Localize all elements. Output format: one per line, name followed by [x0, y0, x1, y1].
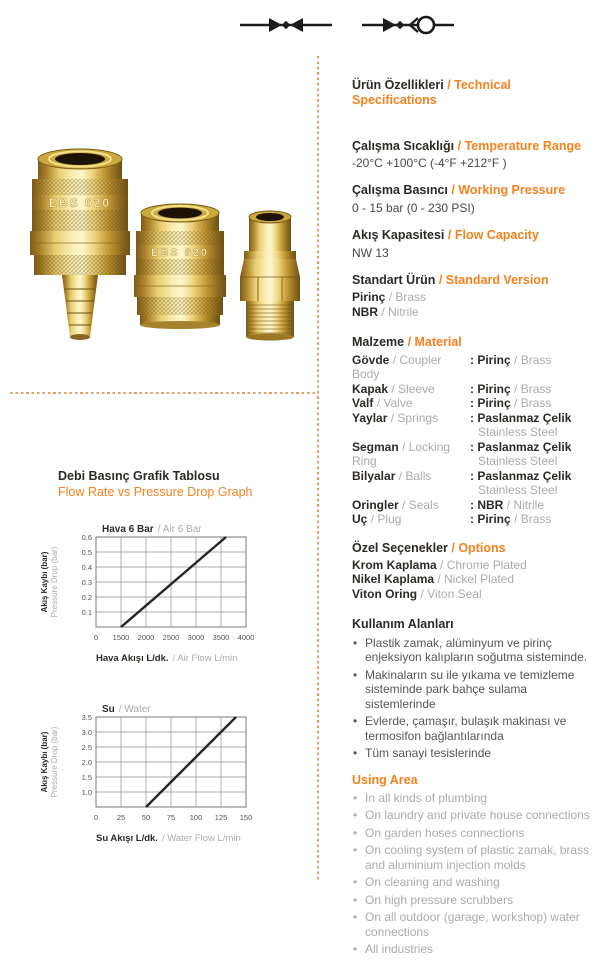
- temperature-value: -20°C +100°C (-4°F +212°F ): [352, 155, 507, 170]
- usage-areas-section: [352, 617, 592, 760]
- x-tick-labels: [94, 813, 252, 822]
- using-area-item: • In all kinds of plumbing: [352, 791, 592, 806]
- svg-text:0.6: 0.6: [81, 533, 92, 542]
- male-plug: [240, 211, 300, 341]
- material-row: Oringler / Seals : NBR / Nitrile: [352, 498, 592, 513]
- material-row: Kapak / Sleeve : Pirinç / Brass: [352, 382, 592, 397]
- y-axis-label-tr: Akış Kaybı (bar): [40, 731, 49, 793]
- svg-text:0.3: 0.3: [81, 578, 92, 587]
- spec-working-pressure: Çalışma Basıncı / Working Pressure 0 - 15 bar (0 - 230 PSI): [352, 183, 592, 215]
- usage-areas-title: Kullanım Alanları: [352, 617, 454, 632]
- page-title: Ürün Özellikleri / Technical Specifications: [352, 78, 511, 108]
- svg-text:75: 75: [166, 813, 176, 822]
- using-area-item: • All industries: [352, 942, 592, 957]
- engraving-text: EBS 620: [48, 196, 112, 210]
- engraving-text: EBS 620: [150, 247, 210, 259]
- svg-text:3500: 3500: [212, 633, 230, 642]
- usage-item: • Plastik zamak, alüminyum ve pirinç enjeksiyon kalıpların soğutma sisteminde.: [352, 636, 592, 665]
- graph-heading-tr: Debi Basınç Grafik Tablosu: [58, 469, 220, 483]
- using-area-item: • On cooling system of plastic zamak, brass and aluminium injection molds: [352, 843, 592, 872]
- water-flow-chart: [36, 699, 268, 851]
- svg-text:0: 0: [93, 633, 99, 642]
- graph-heading-en: Flow Rate vs Pressure Drop Graph: [58, 485, 253, 499]
- svg-text:3.5: 3.5: [81, 713, 92, 722]
- coupler: [134, 204, 226, 329]
- svg-text:1.5: 1.5: [81, 773, 92, 782]
- using-area-item: • On cleaning and washing: [352, 875, 592, 890]
- svg-text:2.0: 2.0: [81, 758, 92, 767]
- option-row: Viton Oring / Viton Seal: [352, 586, 482, 601]
- svg-text:3000: 3000: [187, 633, 205, 642]
- material-row: Uç / Plug : Pirinç / Brass: [352, 512, 592, 527]
- svg-text:4000: 4000: [237, 633, 255, 642]
- svg-text:3.0: 3.0: [81, 728, 92, 737]
- plot-area: [96, 537, 246, 627]
- svg-text:125: 125: [214, 813, 228, 822]
- material-row: Segman / Locking Ring : Paslanmaz Çelik Stainless Steel: [352, 440, 592, 469]
- usage-item: • Makinaların su ile yıkama ve temizleme sisteminde park bahçe sulama sistemlerinde: [352, 668, 592, 712]
- air-flow-chart: [36, 519, 268, 671]
- svg-text:1500: 1500: [112, 633, 130, 642]
- y-axis-label-tr: Akış Kaybı (bar): [40, 551, 49, 613]
- spec-temperature-range: Çalışma Sıcaklığı / Temperature Range -20°C +100°C (-4°F +212°F ): [352, 139, 592, 171]
- svg-text:0.5: 0.5: [81, 548, 92, 557]
- product-photo: [8, 133, 313, 348]
- usage-item: • Evlerde, çamaşır, bulaşık makinası ve termosifon bağlantılarında: [352, 714, 592, 743]
- options-section: Özel Seçenekler / Options Krom Kaplama / Chrome Plated Nikel Kaplama / Nickel Plated Viton Oring / Viton Seal: [352, 541, 592, 602]
- chart-title: Hava 6 Bar / Air 6 Bar: [102, 524, 202, 535]
- svg-text:50: 50: [141, 813, 151, 822]
- x-axis-label: Hava Akışı L/dk. / Air Flow L/min: [96, 653, 238, 664]
- coupler-with-barb: [30, 149, 130, 340]
- material-row: Valf / Valve : Pirinç / Brass: [352, 396, 592, 411]
- svg-text:25: 25: [116, 813, 126, 822]
- spec-flow-capacity: Akış Kapasitesi / Flow Capacity NW 13: [352, 228, 592, 260]
- svg-text:150: 150: [239, 813, 253, 822]
- using-area-title: Using Area: [352, 772, 418, 787]
- y-axis-label-en: Pressure Drop (bar): [50, 726, 59, 798]
- usage-item: • Tüm sanayi tesislerinde: [352, 746, 592, 761]
- svg-text:2500: 2500: [162, 633, 180, 642]
- svg-text:2.5: 2.5: [81, 743, 92, 752]
- spec-column: [352, 78, 592, 960]
- coupler-symbol-icon: [238, 12, 334, 38]
- using-area-item: • On high pressure scrubbers: [352, 893, 592, 908]
- y-tick-labels: [82, 533, 92, 617]
- svg-text:0.4: 0.4: [81, 563, 92, 572]
- using-area-item: • On laundry and private house connections: [352, 808, 592, 823]
- horizontal-divider: [10, 392, 317, 394]
- using-area-item: • On garden hoses connections: [352, 826, 592, 841]
- svg-text:0.2: 0.2: [81, 593, 92, 602]
- option-row: Krom Kaplama / Chrome Plated: [352, 557, 527, 572]
- flow-capacity-value: NW 13: [352, 245, 389, 260]
- svg-text:2000: 2000: [137, 633, 155, 642]
- svg-text:100: 100: [189, 813, 203, 822]
- using-area-section: [352, 773, 592, 957]
- material-table: Malzeme / Material Gövde / Coupler Body : Pirinç / Brass Kapak / Sleeve : Pirinç / Brass Valf / Valve : Pirinç / Brass Yaylar / Springs : Paslanmaz Çelik Stainless Steel Segman / Locking Ring : Paslanmaz Çelik Stainless Steel Bilyalar / Balls : Paslanmaz Çelik Stainless Steel Oringler / Seals : NBR / Nitrile Uç / Plug : Pirinç / Brass: [352, 335, 592, 526]
- svg-text:0.1: 0.1: [81, 608, 92, 617]
- chart-title: Su / Water: [102, 704, 151, 715]
- x-axis-label: Su Akışı L/dk. / Water Flow L/min: [96, 833, 241, 844]
- graph-heading: [58, 468, 253, 500]
- x-tick-labels: [94, 633, 254, 642]
- material-row: Yaylar / Springs : Paslanmaz Çelik Stainless Steel: [352, 411, 592, 440]
- plug-symbol-icon: [360, 12, 456, 38]
- plot-area: [96, 717, 246, 807]
- material-row: Gövde / Coupler Body : Pirinç / Brass: [352, 353, 592, 382]
- y-tick-labels: [82, 713, 92, 797]
- material-row: Bilyalar / Balls : Paslanmaz Çelik Stainless Steel: [352, 469, 592, 498]
- svg-text:0: 0: [93, 813, 99, 822]
- svg-text:1.0: 1.0: [81, 788, 92, 797]
- gridlines: [96, 537, 246, 627]
- option-row: Nikel Kaplama / Nickel Plated: [352, 572, 515, 587]
- using-area-item: • On all outdoor (garage, workshop) water connections: [352, 910, 592, 939]
- y-axis-label-en: Pressure Drop (bar): [50, 546, 59, 618]
- standard-version: Standart Ürün / Standard Version Pirinç / Brass NBR / Nitrile: [352, 273, 549, 319]
- vertical-divider: [317, 56, 319, 882]
- pressure-value: 0 - 15 bar (0 - 230 PSI): [352, 200, 475, 215]
